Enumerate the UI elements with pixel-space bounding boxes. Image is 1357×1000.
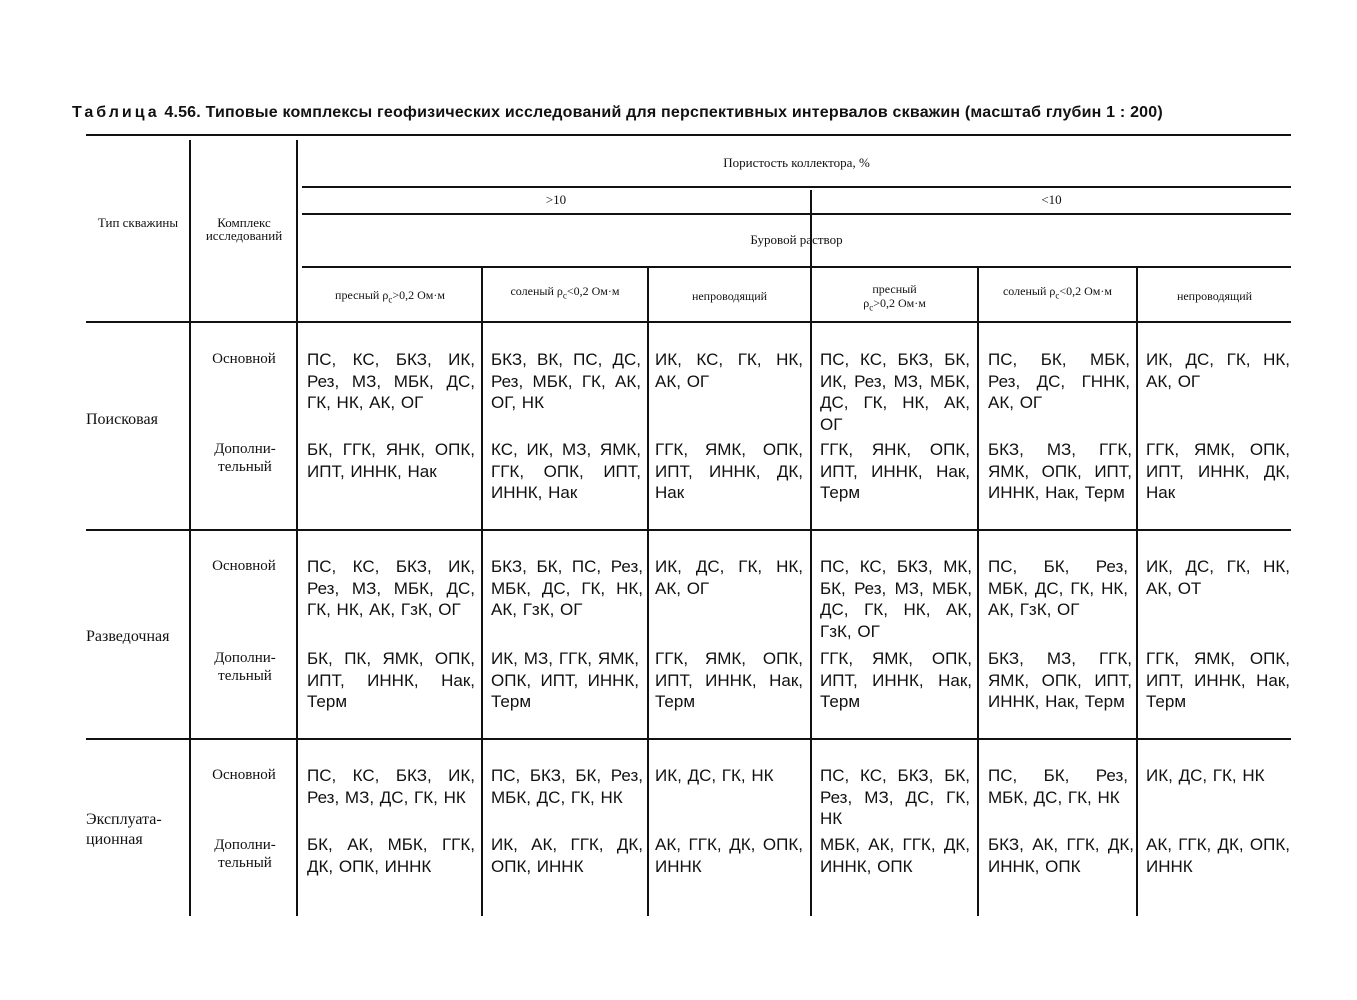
- cell-search-main-c2: БКЗ, ВК, ПС, ДС, Рез, МБК, ГК, АК, ОГ, НК: [491, 350, 641, 412]
- cell-prod-add-c6: АК, ГГК, ДК, ОПК, ИННК: [1146, 835, 1290, 876]
- complex-add-2: Дополни-тельный: [214, 650, 276, 684]
- header-mud: Буровой раствор: [750, 232, 843, 247]
- cell-prod-add-c3: АК, ГГК, ДК, ОПК, ИННК: [655, 835, 803, 876]
- cell-prod-add-c4: МБК, АК, ГГК, ДК, ИННК, ОПК: [820, 835, 970, 876]
- cell-prod-add-c5: БКЗ, АК, ГГК, ДК, ИННК, ОПК: [988, 835, 1134, 876]
- cell-prod-main-c4: ПС, КС, БКЗ, БК, Рез, МЗ, ДС, ГК, НК: [820, 766, 970, 828]
- row-label-exploration: Разведочная: [86, 628, 170, 645]
- cell-search-main-c3: ИК, КС, ГК, НК, АК, ОГ: [655, 350, 803, 391]
- cell-search-add-c1: БК, ГГК, ЯНК, ОПК, ИПТ, ИННК, Нак: [307, 440, 475, 481]
- cell-explore-add-c2: ИК, МЗ, ГГК, ЯМК, ОПК, ИПТ, ИННК, Терм: [491, 649, 639, 711]
- caption-number: 4.56.: [164, 104, 201, 121]
- row-label-production: Эксплуата-ционная: [86, 811, 162, 848]
- cell-search-add-c4: ГГК, ЯНК, ОПК, ИПТ, ИННК, Нак, Терм: [820, 440, 970, 502]
- header-porosity: Пористость коллектора, %: [723, 155, 870, 170]
- cell-prod-main-c6: ИК, ДС, ГК, НК: [1146, 766, 1265, 785]
- cell-explore-main-c2: БКЗ, БК, ПС, Рез, МБК, ДС, ГК, НК, АК, ГзК, ОГ: [491, 557, 643, 619]
- rule-header-bottom: [86, 321, 1291, 323]
- cell-explore-add-c4: ГГК, ЯМК, ОПК, ИПТ, ИННК, Нак, Терм: [820, 649, 972, 711]
- vline-complex: [296, 140, 298, 916]
- cell-explore-main-c1: ПС, КС, БКЗ, ИК, Рез, МЗ, МБК, ДС, ГК, НК, АК, ГзК, ОГ: [307, 557, 475, 619]
- cell-explore-add-c3: ГГК, ЯМК, ОПК, ИПТ, ИННК, Нак, Терм: [655, 649, 803, 711]
- complex-main-1: Основной: [212, 351, 276, 367]
- rule-porosity: [302, 186, 1291, 188]
- vline-col1: [481, 268, 483, 916]
- subheader-noncond-1: непроводящий: [691, 289, 768, 303]
- subheader-fresh-1: пресный $\rho_с>0,2$ Ом·м: [335, 288, 445, 305]
- cell-search-main-c5: ПС, БК, МБК, Рез, ДС, ГННК, АК, ОГ: [988, 350, 1130, 412]
- header-well-type: Тип скважины: [97, 215, 179, 230]
- cell-search-main-c1: ПС, КС, БКЗ, ИК, Рез, МЗ, МБК, ДС, ГК, НК, АК, ОГ: [307, 350, 475, 412]
- cell-prod-main-c5: ПС, БК, Рез, МБК, ДС, ГК, НК: [988, 766, 1128, 807]
- vline-type: [189, 140, 191, 916]
- caption-text: Типовые комплексы геофизических исследований для перспективных интервалов скважин (масштаб глубин 1 : 200): [205, 104, 1163, 121]
- cell-search-add-c3: ГГК, ЯМК, ОПК, ИПТ, ИННК, ДК, Нак: [655, 440, 803, 502]
- rule-row1: [86, 529, 1291, 531]
- vline-col4: [977, 268, 979, 916]
- complex-main-3: Основной: [212, 767, 276, 783]
- rule-subgroups: [302, 213, 1291, 215]
- cell-prod-main-c2: ПС, БКЗ, БК, Рез, МБК, ДС, ГК, НК: [491, 766, 643, 807]
- complex-add-3: Дополни-тельный: [214, 837, 276, 871]
- cell-search-add-c6: ГГК, ЯМК, ОПК, ИПТ, ИННК, ДК, Нак: [1146, 440, 1290, 502]
- subheader-noncond-2: непроводящий: [1176, 289, 1253, 303]
- cell-explore-main-c6: ИК, ДС, ГК, НК, АК, ОТ: [1146, 557, 1290, 598]
- header-gt10: >10: [545, 192, 567, 207]
- cell-prod-main-c1: ПС, КС, БКЗ, ИК, Рез, МЗ, ДС, ГК, НК: [307, 766, 475, 807]
- cell-explore-main-c4: ПС, КС, БКЗ, МК, БК, Рез, МЗ, МБК, ДС, ГК, НК, АК, ГзК, ОГ: [820, 557, 972, 641]
- cell-explore-add-c5: БКЗ, МЗ, ГГК, ЯМК, ОПК, ИПТ, ИННК, Нак, Терм: [988, 649, 1132, 711]
- vline-col5: [1136, 268, 1138, 916]
- subheader-fresh-2: пресный $\rho_с>0,2$ Ом·м: [863, 282, 926, 313]
- subheader-salty-1: соленый $\rho_с<0,2$ Ом·м: [510, 284, 620, 301]
- row-label-search: Поисковая: [86, 411, 158, 428]
- vline-col2: [647, 268, 649, 916]
- cell-search-add-c2: КС, ИК, МЗ, ЯМК, ГГК, ОПК, ИПТ, ИННК, Нак: [491, 440, 641, 502]
- cell-explore-add-c6: ГГК, ЯМК, ОПК, ИПТ, ИННК, Нак, Терм: [1146, 649, 1290, 711]
- header-complex: Комплекс исследований: [205, 215, 283, 243]
- complex-main-2: Основной: [212, 558, 276, 574]
- cell-explore-add-c1: БК, ПК, ЯМК, ОПК, ИПТ, ИННК, Нак, Терм: [307, 649, 475, 711]
- rule-mud: [302, 266, 1291, 268]
- cell-prod-add-c2: ИК, АК, ГГК, ДК, ОПК, ИННК: [491, 835, 643, 876]
- cell-search-add-c5: БКЗ, МЗ, ГГК, ЯМК, ОПК, ИПТ, ИННК, Нак, Терм: [988, 440, 1132, 502]
- cell-search-main-c4: ПС, КС, БКЗ, БК, ИК, Рез, МЗ, МБК, ДС, ГК, НК, АК, ОГ: [820, 350, 970, 434]
- cell-explore-main-c5: ПС, БК, Рез, МБК, ДС, ГК, НК, АК, ГзК, ОГ: [988, 557, 1128, 619]
- rule-top: [86, 134, 1291, 136]
- complex-add-1: Дополни-тельный: [214, 441, 276, 475]
- cell-explore-main-c3: ИК, ДС, ГК, НК, АК, ОГ: [655, 557, 803, 598]
- rule-row2: [86, 738, 1291, 740]
- caption-label: Таблица: [72, 104, 160, 121]
- table-caption: [72, 104, 1302, 122]
- header-lt10: <10: [1041, 192, 1062, 207]
- subheader-salty-2: соленый $\rho_с<0,2$ Ом·м: [1002, 284, 1112, 301]
- cell-prod-add-c1: БК, АК, МБК, ГГК, ДК, ОПК, ИННК: [307, 835, 475, 876]
- cell-search-main-c6: ИК, ДС, ГК, НК, АК, ОГ: [1146, 350, 1290, 391]
- cell-prod-main-c3: ИК, ДС, ГК, НК: [655, 766, 774, 785]
